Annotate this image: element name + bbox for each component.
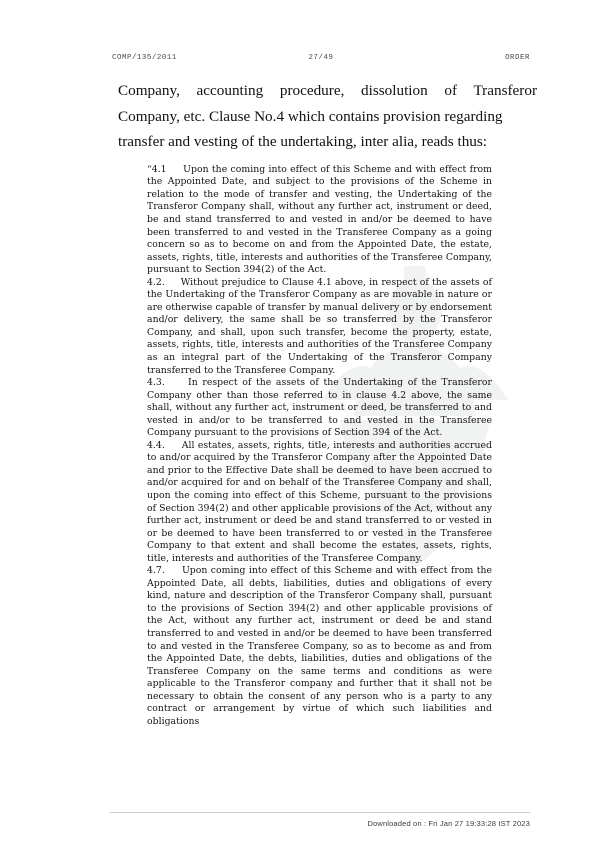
clause-number: 4.3. xyxy=(147,377,165,389)
clause-gap xyxy=(165,565,182,576)
downloaded-on-note: Downloaded on : Fri Jan 27 19:33:28 IST 2023 xyxy=(367,819,530,828)
header-doc-type: ORDER xyxy=(505,54,530,62)
clause-paragraph xyxy=(147,164,492,277)
clause-gap xyxy=(167,164,184,175)
quoted-scheme-clauses xyxy=(0,164,600,729)
clause-paragraph xyxy=(147,377,492,440)
clause-number: 4.4. xyxy=(147,439,165,451)
clause-text: All estates, assets, rights, title, interests and authorities accrued to and/or acquired by the Transferor Company after the Appointed Date and prior to the Effective Date shall be deemed to have been accrued to and/or acquired for and on behalf of the Transferee Company and shall, upon the coming into effect of this Scheme, pursuant to the provisions of Section 394(2) and other applicable provisions of the Act, without any further act, instrument or deed be and stand transferred to or vested in or be deemed to have been transferred to or vested in the Transferee Company to that extent and shall become the estates, assets, rights, title, interests and authorities of the Transferee Company. xyxy=(147,439,492,564)
clause-number: 4.7. xyxy=(147,565,165,577)
clause-gap xyxy=(165,277,181,288)
running-header xyxy=(112,54,530,62)
clause-text: Upon coming into effect of this Scheme and with effect from the Appointed Date, all debts, liabilities, duties and obligations of every kind, nature and description of the Transferor Company shall, pursuant to the provisions of Section 394(2) and other applicable provisions of the Act, without any further act, instrument or deed be and stand transferred to and vested in and/or be deemed to have been transferred to and vested in the Transferee Company, so as to become as and from the Appointed Date, the debts, liabilities, duties and obligations of the Transferee Company on the same terms and conditions as were applicable to the Transferor company and further that it shall not be necessary to obtain the consent of any person who is a party to any contract or arrangement by virtue of which such liabilities and obligations xyxy=(147,565,492,727)
header-case-number: COMP/135/2011 xyxy=(112,54,177,62)
clause-paragraph xyxy=(147,277,492,377)
page-content xyxy=(0,78,600,728)
intro-paragraph xyxy=(0,78,600,155)
clause-paragraph xyxy=(147,565,492,728)
clause-number: 4.2. xyxy=(147,276,165,288)
intro-paragraph-last-line: transfer and vesting of the undertaking, inter alia, reads thus: xyxy=(118,133,488,151)
clause-text: Without prejudice to Clause 4.1 above, in respect of the assets of the Undertaking of the Transferor Company as are movable in nature or are otherwise capable of transfer by manual delivery or by endorsement and/or delivery, the same shall be so transferred by the Transferor Company, and shall, upon such transfer, become the property, estate, assets, rights, title, interests and authorities of the Transferee Company as an integral part of the Undertaking of the Transferor Company transferred to the Transferee Company. xyxy=(147,276,492,376)
header-page-indicator: 27/49 xyxy=(308,54,334,62)
clause-text: In respect of the assets of the Undertaking of the Transferor Company other than those referred to in clause 4.2 above, the same shall, without any further act, instrument or deed, be transferred to and vested in and/or to be transferred to and vested in the Transferee Company pursuant to the provisions of Section 394 of the Act. xyxy=(147,377,492,439)
intro-paragraph-text: Company, accounting procedure, dissolution of Transferor Company, etc. Clause No.4 which contains provision regarding xyxy=(118,82,537,125)
clause-gap xyxy=(165,377,188,388)
clause-text: Upon the coming into effect of this Scheme and with effect from the Appointed Date, and subject to the provisions of the Scheme in relation to the mode of transfer and vesting, the Undertaking of the Transferor Company shall, without any further act, instrument or deed, be and stand transferred to and vested in and/or be deemed to have been transferred to and vested in the Transferee Company as a going concern so as to become on and from the Appointed Date, the estate, assets, rights, title, interests and authorities of the Transferee Company, pursuant to Section 394(2) of the Act. xyxy=(147,163,492,276)
clause-paragraph xyxy=(147,440,492,565)
clause-number: “4.1 xyxy=(147,163,167,175)
clause-gap xyxy=(165,440,182,451)
footer-divider xyxy=(110,812,530,813)
